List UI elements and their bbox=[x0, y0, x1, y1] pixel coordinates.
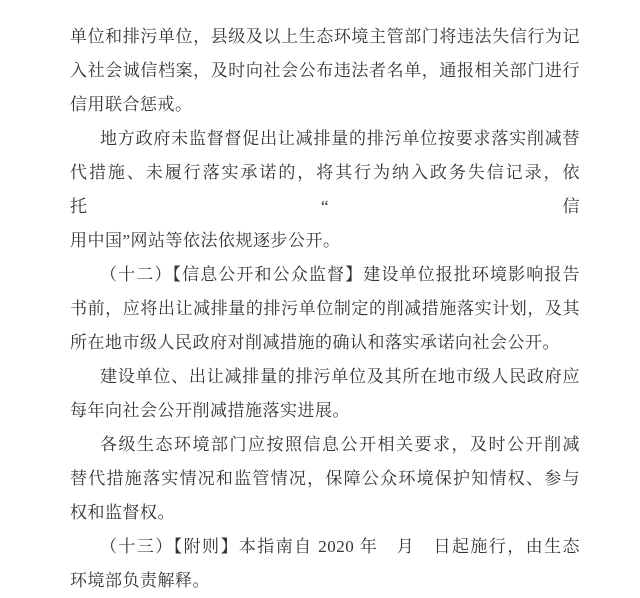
text-line: 每年向社会公开削减措施落实进展。 bbox=[70, 401, 350, 420]
text-line: （十三）【附则】本指南自 2020 年 月 日起施行，由生态 bbox=[100, 537, 580, 556]
document-text-block bbox=[70, 20, 580, 598]
text-line: 权和监督权。 bbox=[70, 503, 175, 522]
text-line: 书前，应将出让减排量的排污单位制定的削减措施落实计划，及其 bbox=[70, 299, 580, 318]
text-line: 环境部负责解释。 bbox=[70, 571, 210, 590]
text-line: 单位和排污单位，县级及以上生态环境主管部门将违法失信行为记 bbox=[70, 27, 580, 46]
text-line: 用中国”网站等依法依规逐步公开。 bbox=[70, 231, 341, 250]
text-line: 各级生态环境部门应按照信息公开相关要求，及时公开削减 bbox=[100, 435, 580, 454]
text-line: 信用联合惩戒。 bbox=[70, 95, 193, 114]
text-line: 入社会诚信档案，及时向社会公布违法者名单，通报相关部门进行 bbox=[70, 61, 580, 80]
text-line: 建设单位、出让减排量的排污单位及其所在地市级人民政府应 bbox=[100, 367, 580, 386]
text-line: 替代措施落实情况和监管情况，保障公众环境保护知情权、参与 bbox=[70, 469, 580, 488]
text-line: 代措施、未履行落实承诺的，将其行为纳入政务失信记录，依托“信 bbox=[70, 163, 580, 216]
text-line: 地方政府未监督督促出让减排量的排污单位按要求落实削减替 bbox=[100, 129, 580, 148]
text-line: 所在地市级人民政府对削减措施的确认和落实承诺向社会公开。 bbox=[70, 333, 560, 352]
text-line: （十二）【信息公开和公众监督】建设单位报批环境影响报告 bbox=[100, 265, 580, 284]
